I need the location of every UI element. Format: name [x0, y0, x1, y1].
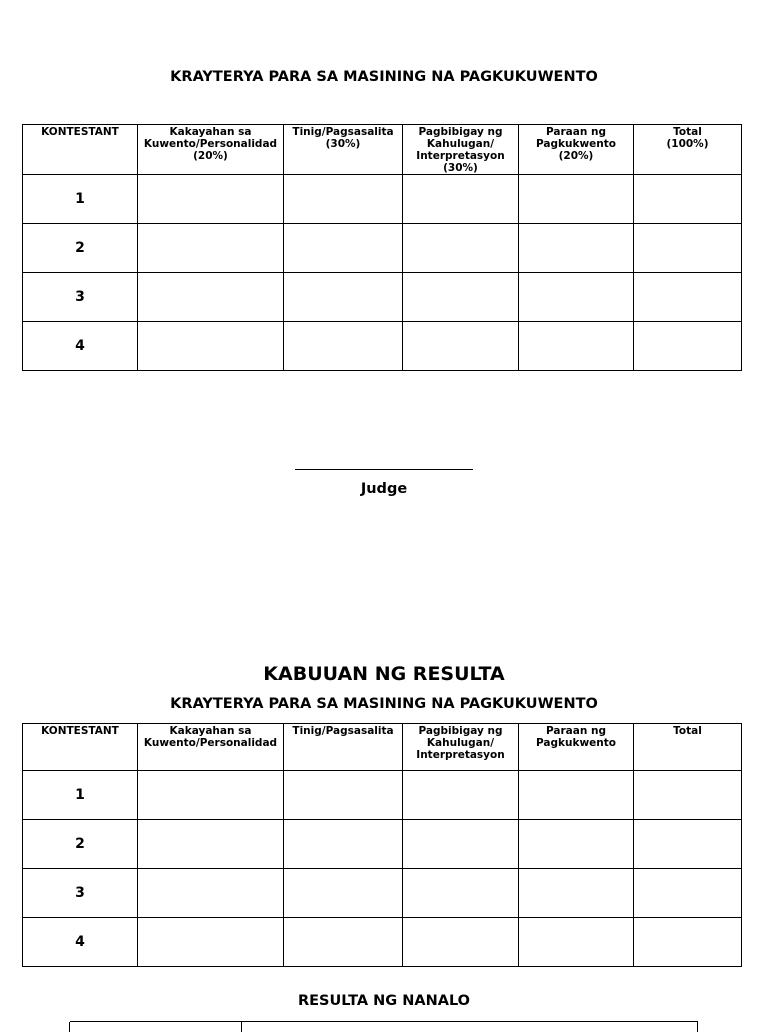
contestant-number: 1 [23, 771, 138, 820]
score-cell [284, 224, 403, 273]
contestant-number: 4 [23, 322, 138, 371]
header-pagbibigay: Pagbibigay ng Kahulugan/ Interpretasyon [403, 724, 519, 771]
score-cell [403, 869, 519, 918]
total-cell [634, 820, 742, 869]
table-row [23, 175, 742, 224]
header-pagbibigay: Pagbibigay ng Kahulugan/ Interpretasyon (30%) [403, 125, 519, 175]
score-cell [519, 869, 634, 918]
score-cell [519, 918, 634, 967]
score-cell [403, 820, 519, 869]
score-cell [403, 175, 519, 224]
results-criteria-title: KRAYTERYA PARA SA MASINING NA PAGKUKUWENTO [170, 696, 598, 712]
score-cell [403, 771, 519, 820]
total-cell [634, 869, 742, 918]
winner-results-title: RESULTA NG NANALO [297, 993, 470, 1009]
header-tinig: Tinig/Pagsasalita [284, 724, 403, 771]
header-kakayahan: Kakayahan sa Kuwento/Personalidad [138, 724, 284, 771]
total-cell [634, 175, 742, 224]
total-cell [634, 918, 742, 967]
total-cell [634, 224, 742, 273]
table-row [23, 820, 742, 869]
table-row [23, 224, 742, 273]
score-cell [138, 820, 284, 869]
score-cell [138, 322, 284, 371]
header-tinig: Tinig/Pagsasalita (30%) [284, 125, 403, 175]
total-cell [634, 273, 742, 322]
results-heading: KABUUAN NG RESULTA [263, 663, 505, 685]
score-cell [519, 224, 634, 273]
contestant-number: 2 [23, 820, 138, 869]
criteria-title: KRAYTERYA PARA SA MASINING NA PAGKUKUWENTO [170, 69, 598, 85]
contestant-number: 3 [23, 273, 138, 322]
score-cell [138, 224, 284, 273]
score-cell [403, 224, 519, 273]
table-row [23, 918, 742, 967]
table-row [23, 322, 742, 371]
header-paraan: Paraan ng Pagkukwento [519, 724, 634, 771]
criteria-table [22, 124, 742, 371]
header-kakayahan: Kakayahan sa Kuwento/Personalidad (20%) [138, 125, 284, 175]
total-cell [634, 322, 742, 371]
score-cell [284, 918, 403, 967]
score-cell [519, 175, 634, 224]
contestant-number: 4 [23, 918, 138, 967]
table-row [23, 869, 742, 918]
score-cell [403, 273, 519, 322]
score-cell [284, 869, 403, 918]
score-cell [284, 175, 403, 224]
score-cell [284, 771, 403, 820]
header-paraan: Paraan ng Pagkukwento (20%) [519, 125, 634, 175]
judge-label: Judge [360, 481, 408, 497]
score-cell [284, 820, 403, 869]
total-cell [634, 771, 742, 820]
contestant-number: 2 [23, 224, 138, 273]
score-cell [519, 771, 634, 820]
header-total: Total (100%) [634, 125, 742, 175]
winner-table [70, 1021, 698, 1032]
header-total: Total [634, 724, 742, 771]
score-cell [403, 918, 519, 967]
score-cell [519, 322, 634, 371]
score-cell [138, 918, 284, 967]
table-header-row [23, 125, 742, 175]
table-row [23, 273, 742, 322]
header-kontestant: KONTESTANT [23, 125, 138, 175]
results-table [22, 723, 742, 967]
score-cell [519, 273, 634, 322]
header-kontestant: KONTESTANT [23, 724, 138, 771]
signature-line [295, 469, 473, 470]
contestant-number: 1 [23, 175, 138, 224]
score-cell [403, 322, 519, 371]
contestant-number: 3 [23, 869, 138, 918]
score-cell [284, 322, 403, 371]
score-cell [138, 771, 284, 820]
score-cell [519, 820, 634, 869]
score-cell [138, 869, 284, 918]
score-cell [138, 273, 284, 322]
table-header-row [23, 724, 742, 771]
score-cell [138, 175, 284, 224]
table-row [23, 771, 742, 820]
score-cell [284, 273, 403, 322]
